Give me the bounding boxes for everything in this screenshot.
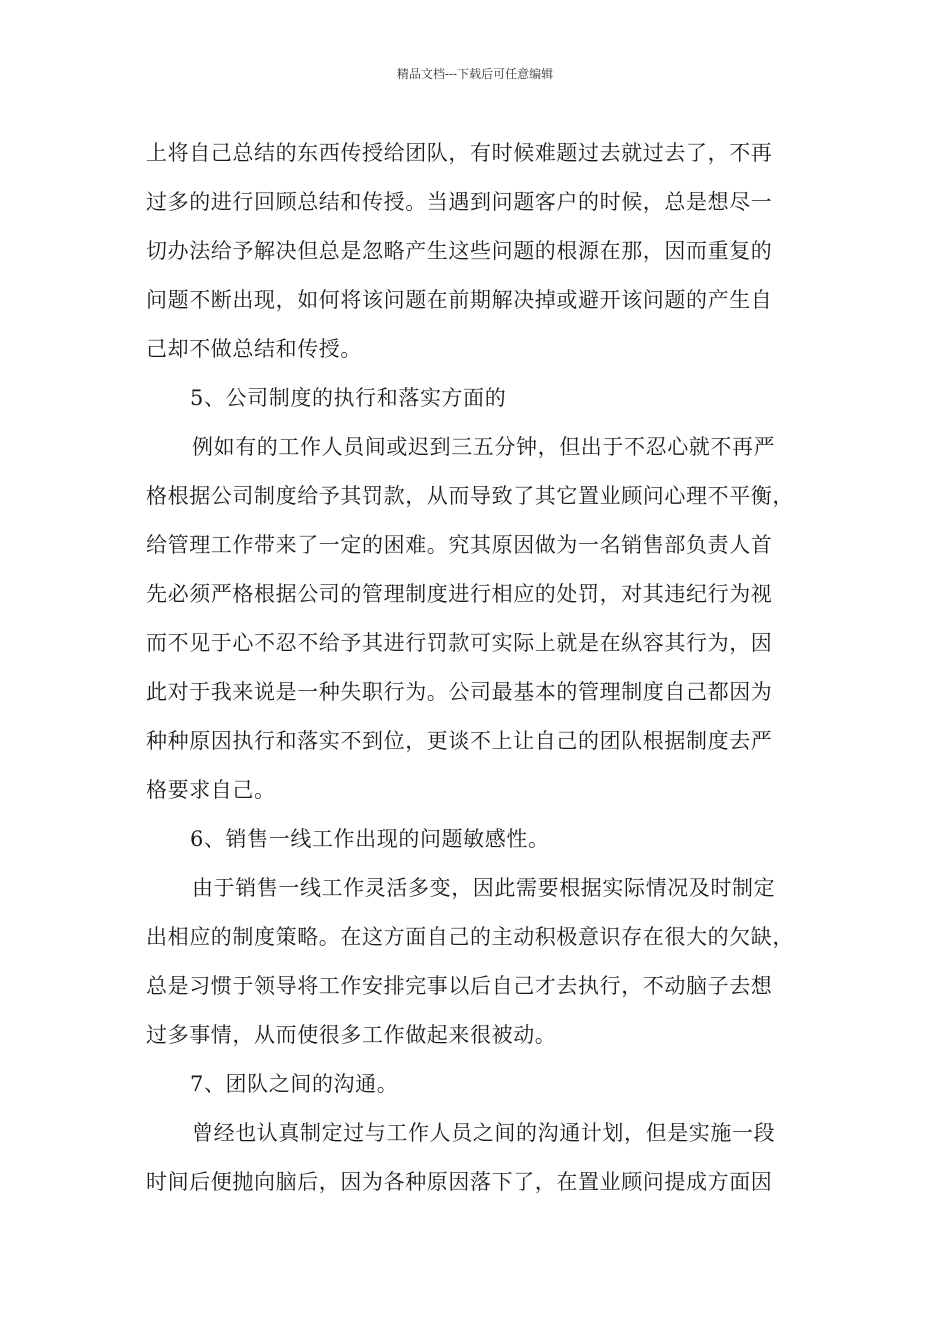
body-line: 己却不做总结和传授。 <box>146 337 362 361</box>
body-line: 由于销售一线工作灵活多变，因此需要根据实际情况及时制定 <box>192 876 776 900</box>
page-header: 精品文档---下载后可任意编辑 <box>396 67 554 81</box>
body-line: 切办法给予解决但总是忽略产生这些问题的根源在那，因而重复的 <box>146 239 773 263</box>
body-line: 先必须严格根据公司的管理制度进行相应的处罚，对其违纪行为视 <box>146 582 773 606</box>
body-line: 曾经也认真制定过与工作人员之间的沟通计划，但是实施一段 <box>192 1121 776 1145</box>
body-line: 格根据公司制度给予其罚款，从而导致了其它置业顾问心理不平衡， <box>146 484 794 508</box>
body-line: 问题不断出现，如何将该问题在前期解决掉或避开该问题的产生自 <box>146 288 773 312</box>
section-heading-5: 5、公司制度的执行和落实方面的 <box>190 386 507 410</box>
body-line: 而不见于心不忍不给予其进行罚款可实际上就是在纵容其行为，因 <box>146 631 773 655</box>
body-line: 例如有的工作人员间或迟到三五分钟，但出于不忍心就不再严 <box>192 435 776 459</box>
body-line: 上将自己总结的东西传授给团队，有时候难题过去就过去了，不再 <box>146 141 773 165</box>
body-line: 过多事情，从而使很多工作做起来很被动。 <box>146 1023 557 1047</box>
body-line: 时间后便抛向脑后，因为各种原因落下了，在置业顾问提成方面因 <box>146 1170 773 1194</box>
body-line: 种种原因执行和落实不到位，更谈不上让自己的团队根据制度去严 <box>146 729 773 753</box>
body-line: 给管理工作带来了一定的困难。究其原因做为一名销售部负责人首 <box>146 533 773 557</box>
body-line: 此对于我来说是一种失职行为。公司最基本的管理制度自己都因为 <box>146 680 773 704</box>
body-line: 格要求自己。 <box>146 778 276 802</box>
section-heading-7: 7、团队之间的沟通。 <box>190 1072 399 1096</box>
body-line: 过多的进行回顾总结和传授。当遇到问题客户的时候，总是想尽一 <box>146 190 773 214</box>
body-line: 出相应的制度策略。在这方面自己的主动积极意识存在很大的欠缺， <box>146 925 794 949</box>
section-heading-6: 6、销售一线工作出现的问题敏感性。 <box>190 827 550 851</box>
body-line: 总是习惯于领导将工作安排完事以后自己才去执行，不动脑子去想 <box>146 974 773 998</box>
